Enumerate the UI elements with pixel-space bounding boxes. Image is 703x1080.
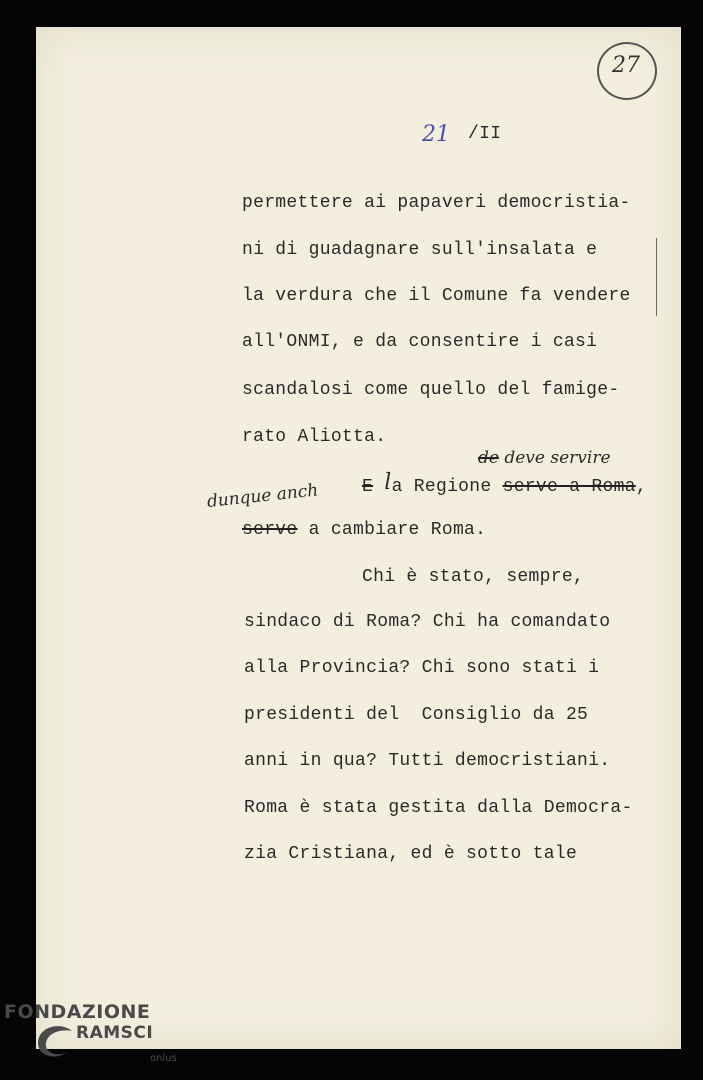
struck-serve: serve: [242, 520, 298, 540]
insertion-margin: dunque anch: [206, 480, 320, 512]
logo-line-1: FONDAZIONE: [4, 1001, 151, 1023]
struck-insertion-prefix: de: [478, 448, 499, 468]
margin-mark: [656, 238, 657, 316]
text-line: Chi è stato, sempre,: [362, 567, 585, 587]
page-number-handwritten: 21: [422, 122, 450, 147]
struck-serve-a-roma: serve a Roma: [502, 477, 636, 497]
text-line: scandalosi come quello del famige-: [242, 380, 620, 400]
regione-text: a Regione: [391, 477, 503, 497]
text-line: la verdura che il Comune fa vendere: [242, 286, 631, 306]
insertion-above: [478, 450, 611, 467]
text-line: Roma è stata gestita dalla Democra-: [244, 798, 633, 818]
insertion-above-text: deve servire: [504, 448, 611, 468]
logo-tag: onlus: [150, 1053, 177, 1064]
text-line: rato Aliotta.: [242, 427, 387, 447]
regione-comma: ,: [635, 477, 647, 497]
folio-number: 27: [612, 53, 640, 78]
text-line: anni in qua? Tutti democristiani.: [244, 751, 611, 771]
text-line: permettere ai papaveri democristia-: [242, 193, 631, 213]
cambiare-line: [242, 521, 486, 539]
text-line: sindaco di Roma? Chi ha comandato: [244, 612, 611, 632]
struck-e: E: [362, 477, 374, 497]
regione-line: [362, 470, 647, 497]
text-line: presidenti del Consiglio da 25: [244, 705, 589, 725]
fondazione-gramsci-logo: [4, 1001, 177, 1064]
text-line: all'ONMI, e da consentire i casi: [242, 332, 598, 352]
logo-swirl-icon: [32, 1023, 82, 1063]
cambiare-text: a cambiare Roma.: [297, 520, 487, 540]
handwritten-l: l: [384, 470, 392, 495]
logo-line-2: RAMSCI: [76, 1023, 154, 1043]
text-line: ni di guadagnare sull'insalata e: [242, 240, 598, 260]
text-line: alla Provincia? Chi sono stati i: [244, 658, 600, 678]
page-number-suffix: /II: [468, 124, 502, 144]
text-line: zia Cristiana, ed è sotto tale: [244, 844, 578, 864]
